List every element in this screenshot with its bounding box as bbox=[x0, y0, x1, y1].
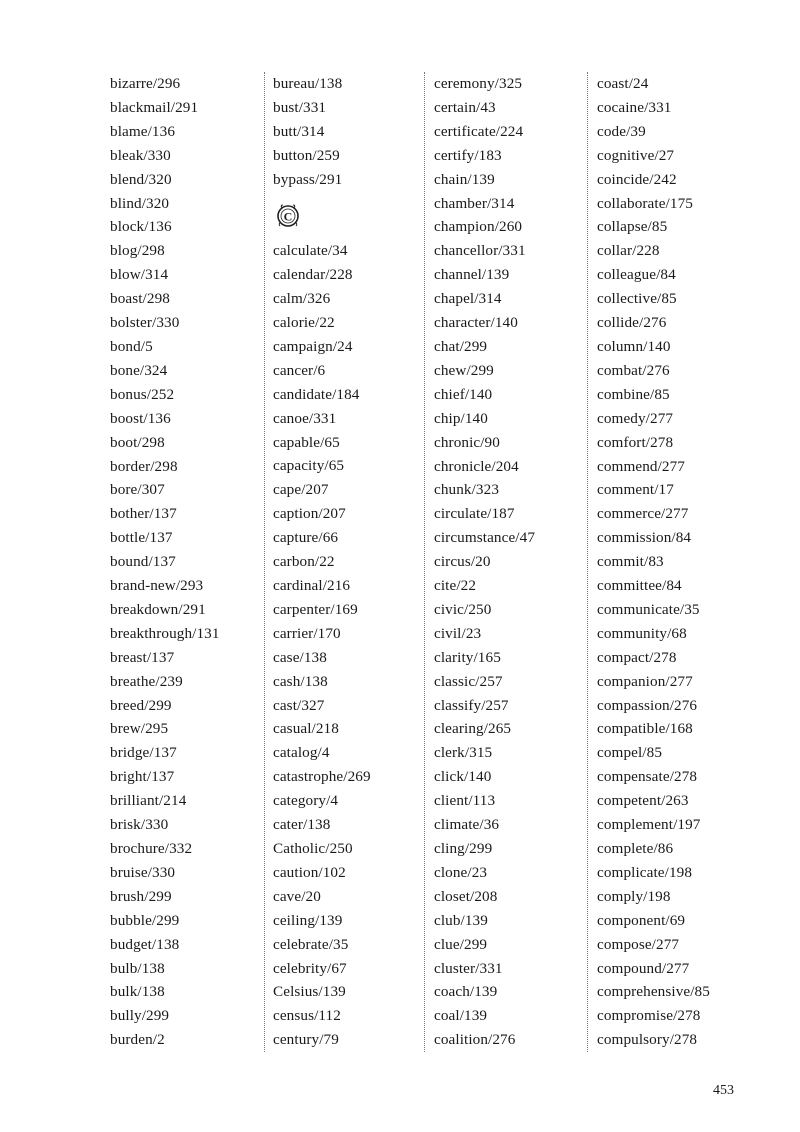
index-entry: clue/299 bbox=[434, 935, 488, 953]
index-entry: cast/327 bbox=[273, 696, 325, 714]
index-entry: closet/208 bbox=[434, 887, 498, 905]
index-entry: clone/23 bbox=[434, 863, 488, 881]
index-entry: champion/260 bbox=[434, 218, 523, 236]
index-entry: blackmail/291 bbox=[110, 98, 199, 116]
index-entry: compel/85 bbox=[597, 744, 663, 762]
index-entry: breakdown/291 bbox=[110, 600, 206, 618]
index-entry: comment/17 bbox=[597, 481, 674, 499]
index-entry: channel/139 bbox=[434, 266, 510, 284]
index-entry: bond/5 bbox=[110, 337, 153, 355]
index-entry: compatible/168 bbox=[597, 720, 693, 738]
index-entry: chunk/323 bbox=[434, 481, 500, 499]
index-entry: combat/276 bbox=[597, 361, 670, 379]
index-entry: colleague/84 bbox=[597, 266, 676, 284]
index-entry: climate/36 bbox=[434, 816, 500, 834]
index-entry: client/113 bbox=[434, 792, 496, 810]
index-entry: civil/23 bbox=[434, 624, 482, 642]
index-entry: cancer/6 bbox=[273, 361, 326, 379]
index-entry: comfort/278 bbox=[597, 433, 674, 451]
index-entry: campaign/24 bbox=[273, 337, 353, 355]
index-entry: breed/299 bbox=[110, 696, 172, 714]
index-entry: ceiling/139 bbox=[273, 911, 343, 929]
index-entry: circus/20 bbox=[434, 553, 491, 571]
index-entry: blog/298 bbox=[110, 242, 165, 260]
index-entry: cave/20 bbox=[273, 887, 321, 905]
index-entry: certain/43 bbox=[434, 98, 496, 116]
index-entry: cape/207 bbox=[273, 481, 329, 499]
index-entry: bother/137 bbox=[110, 505, 177, 523]
index-entry: bulk/138 bbox=[110, 983, 165, 1001]
index-entry: census/112 bbox=[273, 1007, 341, 1025]
index-entry: collide/276 bbox=[597, 314, 667, 332]
index-entry: calculate/34 bbox=[273, 242, 348, 260]
index-entry: blind/320 bbox=[110, 194, 170, 212]
index-column-2-b-entries bbox=[273, 72, 423, 192]
index-entry: coalition/276 bbox=[434, 1031, 516, 1049]
index-column-3 bbox=[424, 72, 584, 1052]
index-entry: brochure/332 bbox=[110, 840, 193, 857]
index-entry: brilliant/214 bbox=[110, 792, 187, 810]
index-entry: clearing/265 bbox=[434, 720, 512, 738]
index-entry: classic/257 bbox=[434, 672, 503, 690]
index-entry: bizarre/296 bbox=[110, 75, 181, 92]
index-entry: bridge/137 bbox=[110, 744, 177, 762]
index-entry: bound/137 bbox=[110, 553, 176, 571]
index-entry: collar/228 bbox=[597, 242, 660, 260]
index-entry: brush/299 bbox=[110, 887, 172, 905]
index-entry: capture/66 bbox=[273, 529, 339, 547]
index-entry: block/136 bbox=[110, 218, 172, 236]
index-entry: Celsius/139 bbox=[273, 983, 346, 1001]
index-entry: breast/137 bbox=[110, 648, 175, 666]
index-entry: bust/331 bbox=[273, 98, 327, 116]
index-entry: bright/137 bbox=[110, 768, 175, 786]
index-column-2-c-entries bbox=[273, 239, 423, 1052]
index-entry: calorie/22 bbox=[273, 314, 335, 332]
index-entry: clerk/315 bbox=[434, 744, 493, 762]
index-entry: click/140 bbox=[434, 768, 492, 786]
index-entry: coast/24 bbox=[597, 75, 649, 92]
index-entry: circulate/187 bbox=[434, 505, 515, 523]
index-entry: bolster/330 bbox=[110, 314, 180, 332]
index-entry: bore/307 bbox=[110, 481, 165, 499]
index-entry: case/138 bbox=[273, 648, 327, 666]
index-entry: celebrate/35 bbox=[273, 935, 349, 953]
index-entry: carrier/170 bbox=[273, 624, 341, 642]
index-entry: companion/277 bbox=[597, 672, 693, 690]
index-entry: chief/140 bbox=[434, 385, 493, 403]
index-entry: collaborate/175 bbox=[597, 194, 693, 212]
section-letter-mark bbox=[273, 192, 423, 240]
index-entry: coal/139 bbox=[434, 1007, 488, 1025]
index-entry: civic/250 bbox=[434, 600, 492, 618]
index-entry: Catholic/250 bbox=[273, 839, 353, 857]
index-entry: commit/83 bbox=[597, 553, 664, 571]
index-entry: bruise/330 bbox=[110, 863, 176, 881]
index-entry: button/259 bbox=[273, 146, 340, 164]
letter-c-ornament-icon bbox=[275, 202, 301, 230]
index-entry: butt/314 bbox=[273, 122, 325, 140]
index-entry: catalog/4 bbox=[273, 744, 330, 762]
index-entry: bottle/137 bbox=[110, 529, 173, 547]
index-entry: bone/324 bbox=[110, 361, 168, 379]
index-entry: combine/85 bbox=[597, 385, 670, 403]
index-entry: canoe/331 bbox=[273, 409, 337, 427]
index-entry: caption/207 bbox=[273, 505, 346, 523]
index-entry: bubble/299 bbox=[110, 911, 180, 929]
index-entry: bully/299 bbox=[110, 1007, 170, 1025]
index-entry: compact/278 bbox=[597, 648, 677, 666]
index-entry: cater/138 bbox=[273, 816, 331, 834]
index-entry: boast/298 bbox=[110, 290, 170, 308]
index-entry: complete/86 bbox=[597, 840, 674, 857]
index-entry: brew/295 bbox=[110, 720, 169, 738]
index-entry: border/298 bbox=[110, 457, 178, 475]
index-entry: compassion/276 bbox=[597, 696, 698, 714]
index-column-1 bbox=[110, 72, 250, 1052]
index-entry: boot/298 bbox=[110, 433, 165, 451]
index-entry: comedy/277 bbox=[597, 409, 674, 427]
index-entry: compound/277 bbox=[597, 959, 690, 977]
index-entry: circumstance/47 bbox=[434, 529, 536, 547]
index-entry: cocaine/331 bbox=[597, 98, 672, 116]
index-entry: carbon/22 bbox=[273, 553, 335, 571]
index-entry: column/140 bbox=[597, 337, 671, 355]
index-entry: burden/2 bbox=[110, 1031, 165, 1049]
index-entry: chat/299 bbox=[434, 337, 488, 355]
index-entry: cognitive/27 bbox=[597, 146, 675, 164]
index-entry: component/69 bbox=[597, 911, 686, 929]
index-column-2 bbox=[264, 72, 423, 1052]
index-entry: capable/65 bbox=[273, 433, 340, 451]
index-entry: budget/138 bbox=[110, 935, 180, 953]
index-entry: code/39 bbox=[597, 122, 646, 140]
index-entry: blow/314 bbox=[110, 266, 169, 284]
index-entry: certificate/224 bbox=[434, 122, 524, 140]
index-entry: breakthrough/131 bbox=[110, 624, 220, 642]
index-entry: caution/102 bbox=[273, 863, 346, 881]
index-entry: blame/136 bbox=[110, 122, 176, 140]
page-number: 453 bbox=[713, 1083, 734, 1098]
index-entry: casual/218 bbox=[273, 720, 339, 738]
index-entry: competent/263 bbox=[597, 792, 689, 810]
index-entry: bureau/138 bbox=[273, 75, 343, 92]
index-entry: century/79 bbox=[273, 1031, 339, 1049]
index-entry: communicate/35 bbox=[597, 600, 700, 618]
index-entry: chip/140 bbox=[434, 409, 488, 427]
index-entry: chain/139 bbox=[434, 170, 495, 188]
index-entry: bulb/138 bbox=[110, 959, 165, 977]
index-entry: character/140 bbox=[434, 314, 518, 332]
index-entry: certify/183 bbox=[434, 146, 502, 164]
index-entry: cling/299 bbox=[434, 840, 493, 857]
index-entry: club/139 bbox=[434, 911, 488, 929]
index-entry: compose/277 bbox=[597, 935, 680, 953]
index-entry: bleak/330 bbox=[110, 146, 171, 164]
index-entry: cardinal/216 bbox=[273, 577, 351, 595]
index-entry: ceremony/325 bbox=[434, 75, 523, 92]
index-entry: chancellor/331 bbox=[434, 242, 526, 260]
index-entry: chronic/90 bbox=[434, 433, 500, 451]
index-entry: carpenter/169 bbox=[273, 600, 358, 618]
index-entry: coincide/242 bbox=[597, 170, 677, 188]
index-entry: complement/197 bbox=[597, 816, 701, 834]
index-entry: commend/277 bbox=[597, 457, 685, 475]
svg-text:C: C bbox=[283, 209, 293, 224]
index-entry: committee/84 bbox=[597, 577, 682, 595]
index-entry: chapel/314 bbox=[434, 290, 502, 308]
index-entry: comply/198 bbox=[597, 887, 671, 905]
index-entry: chew/299 bbox=[434, 361, 494, 379]
index-entry: commerce/277 bbox=[597, 505, 689, 523]
index-entry: cluster/331 bbox=[434, 959, 503, 977]
index-entry: complicate/198 bbox=[597, 863, 693, 881]
index-entry: celebrity/67 bbox=[273, 959, 347, 977]
index-entry: calendar/228 bbox=[273, 266, 353, 284]
index-entry: coach/139 bbox=[434, 983, 498, 1001]
index-entry: chronicle/204 bbox=[434, 457, 519, 475]
index-entry: brand-new/293 bbox=[110, 577, 204, 595]
index-entry: cash/138 bbox=[273, 672, 328, 690]
index-entry: category/4 bbox=[273, 792, 339, 810]
index-entry: brisk/330 bbox=[110, 816, 169, 834]
index-entry: breathe/239 bbox=[110, 672, 183, 690]
index-entry: calm/326 bbox=[273, 290, 331, 308]
index-entry: collective/85 bbox=[597, 290, 677, 308]
index-entry: bypass/291 bbox=[273, 170, 343, 188]
index-entry: comprehensive/85 bbox=[597, 983, 710, 1001]
index-entry: compromise/278 bbox=[597, 1007, 701, 1025]
index-entry: clarity/165 bbox=[434, 648, 501, 666]
index-entry: bonus/252 bbox=[110, 385, 175, 403]
index-entry: cite/22 bbox=[434, 577, 477, 595]
index-entry: community/68 bbox=[597, 624, 687, 642]
index-entry: candidate/184 bbox=[273, 385, 360, 403]
index-entry: compensate/278 bbox=[597, 768, 698, 786]
index-entry: chamber/314 bbox=[434, 194, 515, 212]
index-entry: collapse/85 bbox=[597, 218, 668, 236]
index-entry: boost/136 bbox=[110, 409, 171, 427]
index-entry: blend/320 bbox=[110, 170, 172, 188]
index-entry: compulsory/278 bbox=[597, 1031, 698, 1049]
index-entry: catastrophe/269 bbox=[273, 768, 371, 786]
index-column-4 bbox=[587, 72, 757, 1052]
index-entry: capacity/65 bbox=[273, 457, 345, 475]
index-entry: commission/84 bbox=[597, 529, 692, 547]
index-entry: classify/257 bbox=[434, 696, 509, 714]
